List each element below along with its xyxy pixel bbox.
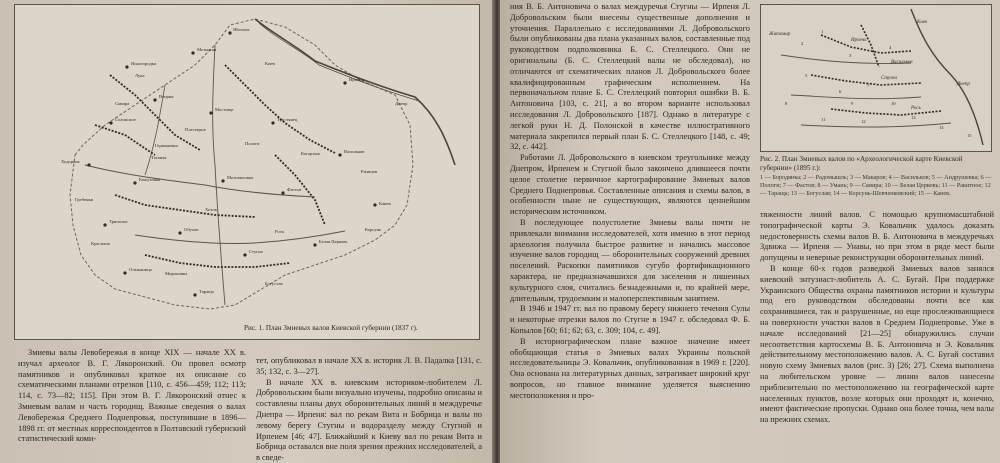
map2-number-label: 7 [867,83,870,88]
map-place-label: Васильков [344,149,365,154]
figure-2-map [760,4,992,152]
map-place-label: Ирпень [349,77,364,82]
map-place-label: Пологи [245,141,260,146]
map-place-label: Солонское [115,117,136,122]
map-place-label: Яблочок [233,27,250,32]
figure-2-legend: 1 — Бородянка; 2 — Радомышль; 3 — Макаров; 4 — Васильков; 5 — Андрушевка; 6 — Пологи; 7 — Фастов; 8 — Умань; 9 — Сквира; 10 — Белая Церковь; 11 — Ракитное; 12 — Тараща; 13 — Богуслав; 14 — Корсунь-Шевченковский; 15 — Канев. [760,174,992,197]
map2-place-label: Житомир [769,32,791,37]
map-place-label: Корсунь [365,227,382,232]
map-place-label: Таганча [151,155,167,160]
map2-number-label: 9 [851,101,854,106]
map2-place-label: Ирпень [851,38,867,43]
map-place-label: Тростянец [277,117,298,122]
figure-1-caption: Рис. 1. План Змиевых валов Киевской губернии (1837 г). [244,324,418,332]
map-place-label: Лука [135,73,145,78]
right-column-2 [760,210,994,463]
map-place-label: Трипольe [109,219,128,224]
map-place-label: Стугна [249,249,263,254]
paragraph: Работами Л. Добровольского в киевском треугольнике между Днепром, Ирпенем и Стугной было закончено длившееся почти целое столетие первичное картографирование Змиевых валов Среднего Поднепровья. Составленные описания и схемы валов, в особенности ныне не существующих, являются ценнейшим историческим источником. [510,153,750,217]
map-place-label: Мотовиловка [227,175,254,180]
figure-1-map-drawing [15,5,479,339]
map-place-label: Кожуховка [139,177,161,182]
figure-2-map-drawing [761,5,991,151]
map2-place-label: Днепр [957,82,970,87]
map2-number-label: 12 [861,119,866,124]
map-place-label: Обухов [184,227,199,232]
paragraph: В последующее полустолетие Змиевы валы почти не привлекали внимания исследователей, хотя именно в этот период археология получила быстрое развитие и начались массовое изучение валов городищ — оборонительных сооружений древних поселений. Раскопки памятников сугубо фортификационного характера, не предназначавшихся для заселения и лишенных культурного слоя, считались безнадежными и, по крайней мере, длительным, трудоемким и малоперспективным занятием. [510,217,750,303]
map-place-label: Кагарлык [301,151,320,156]
paragraph: тет, опубликовал в начале XX в. историк Л. В. Падалка [131, с. 35; 132, с. 3—27]. [256,356,482,376]
map2-number-label: 5 [805,73,808,78]
map-place-label: Плесецкое [185,127,206,132]
map2-number-label: 2 [801,41,804,46]
map2-place-label: Васильков [891,60,913,65]
map2-number-label: 8 [785,101,788,106]
map-place-label: Красилов [91,241,110,246]
right-column-1 [510,2,750,463]
map2-number-label: 11 [821,117,826,122]
map2-number-label: 10 [891,101,896,106]
map2-place-label: Рось [911,106,921,111]
paragraph: тяженности линий валов. С помощью крупномасштабной топографической карты Э. Ковальчик удалось доказать недостоверность схемы валов В. Б. Антоновича в междуречьях Здвижа — Ирпеня — Унавы, но при этом в ряде мест были допущены и неверные реконструкции оборонительных линий. [760,210,994,263]
figure-1-map [14,4,480,340]
paragraph: В историографическом плане важное значение имеет обобщающая статья о Змиевых валах Украины польской исследовательницы Э. Ковальчик, опубликованная в 1969 г. [220]. Она основана на литературных данных, затрагивает широкий круг вопросов, но главное внимание уделяется выяснению местоположения и про- [510,336,750,400]
map-place-label: Тараща [199,289,214,294]
paragraph: Змиевы валы Левобережья в конце XIX — начале XX в. изучал археолог В. Г. Лякоронский. Он провел осмотр памятников и опубликовал краткое их описание со схематическими планами отрезков [110, с. 456—459; 112; 113; 114, с. 73—82; 115]. При этом В. Г. Лякоронский отнес к Змиевым валам и часть городищ. Важные сведения о валах Левобережья Среднего Поднепровья, поступившие в 1896—1898 гг. от местных корреспондентов в Полтавский губернский статистический коми- [18,348,246,444]
map2-number-label: 4 [889,45,892,50]
map-place-label: Мироновка [165,271,188,276]
map2-place-label: Киев [917,20,928,25]
map-place-label: Фастов [287,187,302,192]
map2-number-label: 14 [939,125,944,130]
map2-number-label: 6 [839,89,842,94]
map-place-label: Мостище [215,107,234,112]
map-place-label: Германовка [155,143,178,148]
map-place-label: Хотов [205,207,217,212]
left-page [0,0,494,463]
map-place-label: Днепр [395,101,408,106]
map-place-label: Ходорков [61,159,80,164]
map-place-label: Мотыжин [197,47,217,52]
map-place-label: Рось [275,229,284,234]
paragraph: В 1946 и 1947 гг. вал по правому берегу нижнего течения Сулы и некоторые отрезки валов по Стугне в 1947 г. обследовал Ф. Б. Копылов [60; 61; 62; 63, с. 309; 104, с. 49]. [510,304,750,335]
map-place-label: Белая Церковь [319,239,348,244]
figure-2-caption: Рис. 2. План Змиевых валов по «Археологической карте Киевской губернии» (1895 г.): [760,155,963,172]
paragraph: ния В. Б. Антоновича о валах междуречья Стугны — Ирпеня Л. Добровольским были внесены существенные дополнения и уточнения. Параллельно с исследованиями Л. Добровольского были опубликованы два плана указанных валов, составленные под руководством подполковника Б. С. Стеллецкого. Они не оригинальны (Б. С. Стеллецкий валы не обследовал), но отличаются от схематических планов Л. Добровольского более квалифицированным графическим исполнением. На первоначальном плане Б. С. Стеллецкий повторил ошибки В. Б. Антоновича [103, с. 21], а во втором варианте использовал исследования Л. Добровольского [187]. Однако в литературе с легкой руки Н. Д. Полонской в качестве иллюстративного материала закрепился первый план Б. С. Стеллецкого [148, с. 49; 32, с. 442]. [510,2,750,152]
paragraph: В начале XX в. киевским историком-любителем Л. Добровольским были визуально изучены, подробно описаны и составлены планы двух оборонительных линий в междуречье Днепра — Ирпеня: вал по рекам Вита и Бобрица и валы по левому берегу Стугны и водоразделу между Стугной и Ирпенем [46; 47]. Ближайший к Киеву вал по рекам Вита и Бобрица оставался вне поля зрения прежних исследователей, а в сведе- [256,377,482,463]
map-place-label: Ржищев [361,169,377,174]
map-place-label: Веприк [159,94,174,99]
left-column-1 [18,348,246,463]
map2-place-label: Стугна [881,76,898,81]
left-column-2 [256,356,482,463]
map2-number-label: 15 [967,133,972,138]
map-place-label: Гребенки [75,197,94,202]
map-place-label: Ясногородка [131,61,156,66]
map-place-label: Ольшаница [129,267,152,272]
paragraph: В конце 60-х годов разведкой Змиевых валов занялся киевский энтузиаст-любитель А. С. Бугай. При поддержке Украинского Общества охраны памятников истории и культуры под его руководством обследованы почти все как сохранившиеся, так и разрушенные, но еще прослеживающиеся на поверхности участки валов в Среднем Поднепровье. Уже в начале исследований [21—25] обнаружились случаи несоответствия картосхемы В. Б. Антоновича и Э. Ковальчик действительному местоположению валов. А. С. Бугай составил новую схему Змиевых валов (рис. 3) [26; 27]. Схема выполнена на любительском уровне — линии валов нанесены приблизительно по местоположению на географической карте населенных пунктов, возле которых они проходят и, конечно, имеют фактические пропуски. Однако она более точна, чем валы на прежних схемах. [760,263,994,425]
map-place-label: Канев [379,201,391,206]
map-place-label: Сквира [115,101,130,106]
map2-number-label: 1 [821,29,824,34]
map2-number-label: 3 [849,53,852,58]
map-place-label: Богуслав [265,281,283,286]
map-place-label: Киев [265,61,275,66]
map2-number-label: 13 [911,115,916,120]
